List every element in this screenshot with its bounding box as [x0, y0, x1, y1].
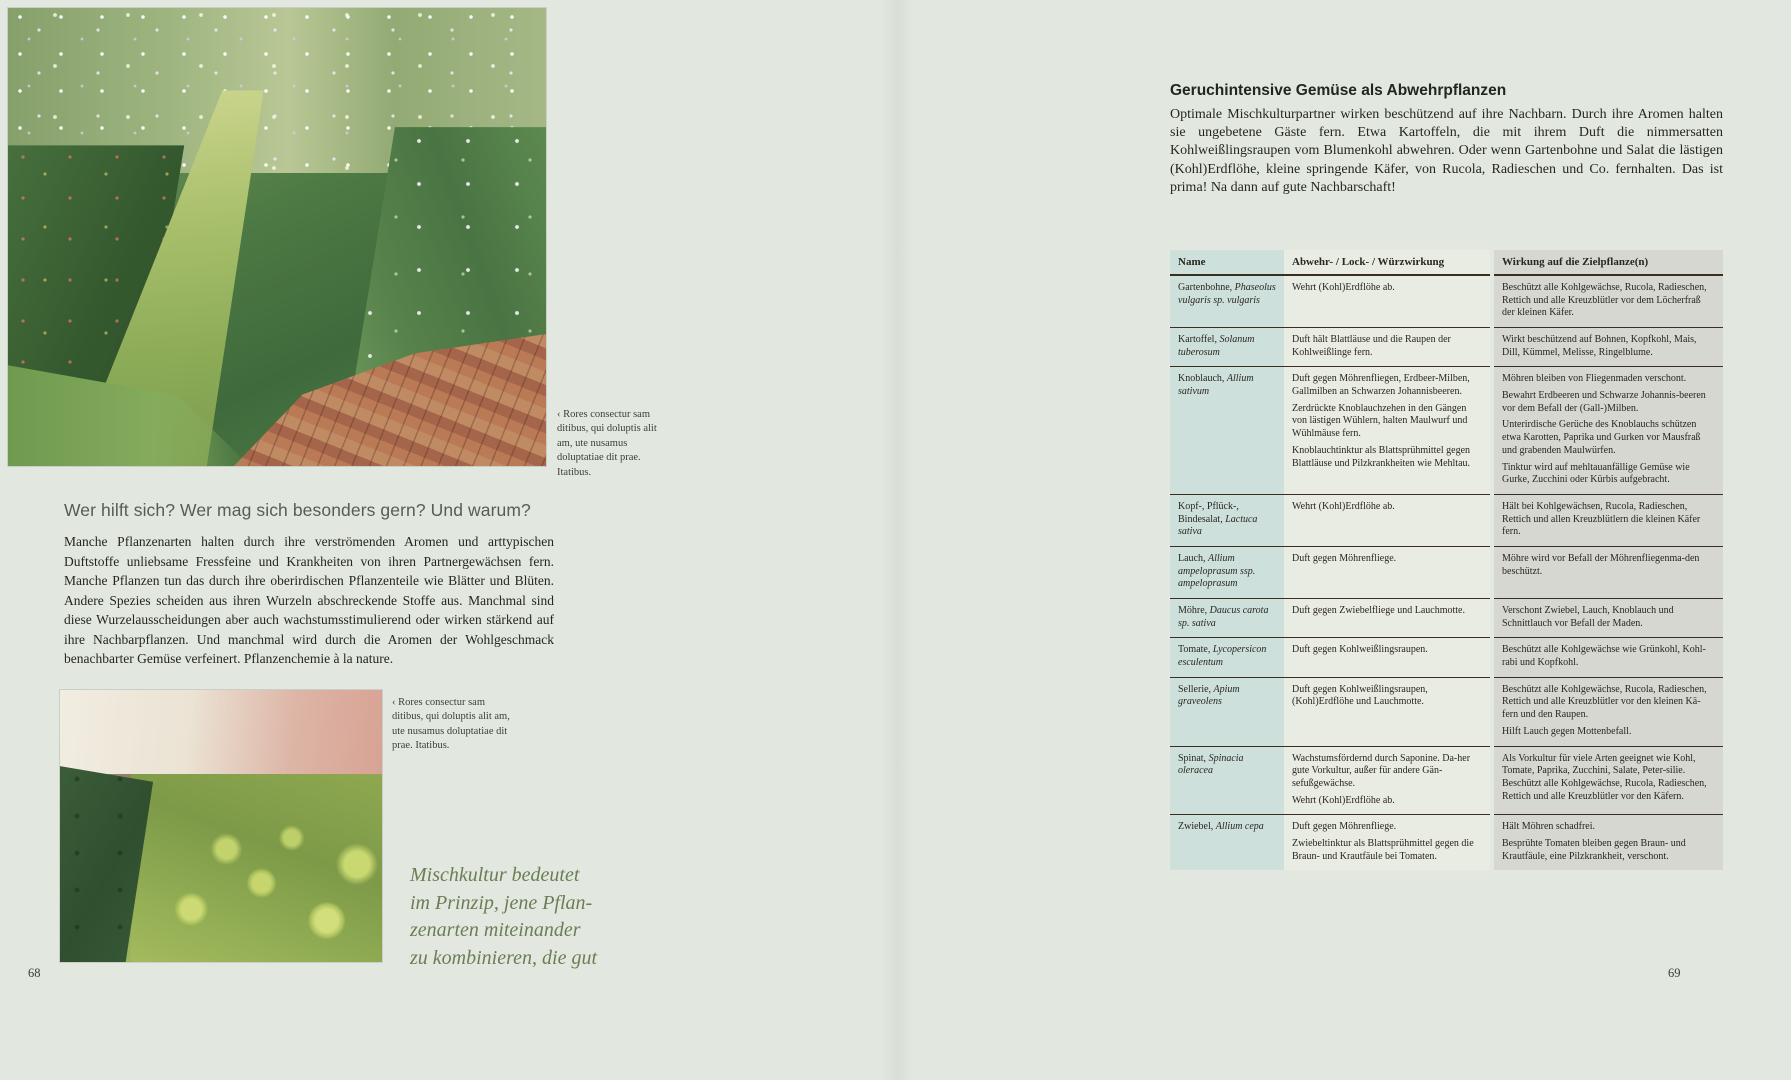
plant-latin-name: Spinacia oleracea [1178, 752, 1244, 777]
effect-paragraph: Duft gegen Kohlweißlingsraupen, (Kohl)Erdflöhe und Lauchmotte. [1292, 683, 1428, 708]
effect-cell [1284, 599, 1492, 638]
plant-name-cell [1170, 599, 1284, 638]
target-effect-cell [1492, 275, 1723, 328]
target-paragraph: Besprühte Tomaten bleiben gegen Braun- und Krautfäule, eine Pilzkrankheit, verschont. [1502, 837, 1686, 862]
effect-paragraph: Knoblauchtinktur als Blattsprühmittel gegen Blattläuse und Pilzkrankheiten wie Mehltau. [1292, 444, 1471, 469]
effect-cell [1284, 638, 1492, 677]
target-paragraph: Möhre wird vor Befall der Möhrenfliegenma-den beschützt. [1502, 552, 1700, 577]
target-effect-cell [1492, 746, 1723, 815]
page-spine-shadow [880, 0, 914, 1080]
effect-paragraph: Duft gegen Zwiebelfliege und Lauchmotte. [1292, 605, 1465, 617]
target-effect-cell [1492, 815, 1723, 871]
effect-paragraph: Zerdrückte Knoblauchzehen in den Gängen von lästigen Wühlern, halten Maulwurf und Wühlmäuse fern. [1292, 402, 1468, 440]
target-effect-cell [1492, 677, 1723, 746]
effect-cell [1284, 546, 1492, 598]
plant-latin-name: Phaseolus vulgaris sp. vulgaris [1178, 281, 1276, 306]
target-paragraph: Beschützt alle Kohlgewächse, Rucola, Radieschen, Rettich und alle Kreuzblütler vor den kleinen Kä-fern und den Raupen. [1502, 683, 1707, 721]
table-section-heading: Geruchintensive Gemüse als Abwehrpflanzen [1170, 82, 1507, 99]
effect-cell [1284, 746, 1492, 815]
effect-cell [1284, 677, 1492, 746]
plant-latin-name: Allium ampeloprasum ssp. ampeloprasum [1178, 552, 1256, 590]
plant-latin-name: Daucus carota sp. sativa [1178, 605, 1269, 629]
plant-name-cell [1170, 328, 1284, 367]
effect-cell [1284, 275, 1492, 328]
plant-common-name: Spinat, [1178, 752, 1209, 764]
target-effect-cell [1492, 494, 1723, 546]
table-row [1170, 367, 1723, 495]
effect-paragraph: Duft gegen Kohlweißlingsraupen. [1292, 644, 1428, 656]
companion-table-body [1170, 275, 1723, 870]
target-paragraph: Bewahrt Erdbeeren und Schwarze Johannis-beeren vor dem Befall der (Gall-)Milben. [1502, 390, 1706, 414]
target-effect-cell [1492, 328, 1723, 367]
effect-paragraph: Wehrt (Kohl)Erdflöhe ab. [1292, 794, 1395, 806]
target-effect-cell [1492, 546, 1723, 598]
table-row [1170, 746, 1723, 815]
effect-paragraph: Wachstumsfördernd durch Saponine. Da-her gute Vorkultur, außer für andere Gän-sefußgewächse. [1292, 752, 1471, 789]
effect-paragraph: Duft gegen Möhrenfliege. [1292, 821, 1397, 833]
target-paragraph: Hält bei Kohlgewächsen, Rucola, Radieschen, Rettich und allen Kreuzblütlern die kleinen Käfer fern. [1502, 500, 1701, 538]
target-paragraph: Als Vorkultur für viele Arten geeignet wie Kohl, Tomate, Paprika, Zucchini, Salate, Peter-silie. Beschützt alle Kohlgewächse, Rucola, Radieschen, Rettich und alle Kreuzblütler vor den Käfern. [1502, 752, 1707, 802]
pull-quote [410, 862, 630, 972]
effect-paragraph: Wehrt (Kohl)Erdflöhe ab. [1292, 500, 1395, 512]
garden-path-photo [8, 8, 546, 466]
plant-name-cell [1170, 815, 1284, 871]
col-header-name: Name [1170, 250, 1284, 275]
plant-name-cell [1170, 677, 1284, 746]
pull-quote-line: zenarten miteinander [410, 919, 581, 942]
plant-name-cell [1170, 746, 1284, 815]
page-number-right: 69 [1668, 966, 1681, 980]
plant-name-cell [1170, 367, 1284, 495]
target-effect-cell [1492, 638, 1723, 677]
target-paragraph: Unterirdische Gerüche des Knoblauchs schützen etwa Karotten, Paprika und Gurken vor Mausfraß und grabenden Maulwürfen. [1502, 419, 1701, 456]
plant-common-name: Kopf-, Pflück-, Bindesalat, [1178, 500, 1239, 525]
target-paragraph: Möhren bleiben von Fliegenmaden verschont. [1502, 373, 1687, 385]
plant-name-cell [1170, 546, 1284, 598]
target-paragraph: Verschont Zwiebel, Lauch, Knoblauch und Schnittlauch vor Befall der Maden. [1502, 605, 1674, 629]
table-row [1170, 494, 1723, 546]
target-paragraph: Wirkt beschützend auf Bohnen, Kopfkohl, Mais, Dill, Kümmel, Melisse, Ringelblume. [1502, 334, 1697, 358]
plant-latin-name: Lactuca sativa [1178, 513, 1258, 538]
plant-common-name: Sellerie, [1178, 683, 1214, 695]
pull-quote-line: im Prinzip, jene Pflan- [410, 891, 593, 914]
target-paragraph: Tinktur wird auf mehltauanfällige Gemüse wie Gurke, Zucchini oder Kürbis aufgebracht. [1502, 461, 1690, 486]
target-paragraph: Beschützt alle Kohlgewächse, Rucola, Radieschen, Rettich und alle Kreuzblütler vor dem Löcherfraß der kleinen Käfer. [1502, 281, 1707, 319]
photo-caption-top: ‹ Rores consectur sam ditibus, qui doluptis alit am, ute nusamus doluptatiae dit prae. Itatibus. [557, 409, 657, 478]
plant-latin-name: Apium graveolens [1178, 683, 1240, 708]
plant-common-name: Tomate, [1178, 644, 1213, 656]
target-effect-cell [1492, 367, 1723, 495]
target-paragraph: Beschützt alle Kohlgewächse wie Grünkohl, Kohl-rabi und Kopfkohl. [1502, 644, 1706, 669]
effect-paragraph: Duft hält Blattläuse und die Raupen der Kohlweißlinge fern. [1292, 334, 1451, 358]
plant-common-name: Zwiebel, [1178, 821, 1216, 833]
pull-quote-line: zu kombinieren, die gut [410, 946, 598, 969]
body-paragraph: Manche Pflanzenarten halten durch ihre verströmenden Aromen und arttypischen Duftstoffe unliebsame Fressfeine und Krankheiten von ihren Partnergewächsen fern. Manche Pflanzen tun das durch ihre oberirdischen Pflanzenteile wie Blätter und Blüten. Andere Spezies scheiden aus ihren Wurzeln abschreckende Stoffe aus. Manchmal sind diese Wurzelausscheidungen aber auch wachstumsstimulierend oder wirken stärkend auf ihre Nachbarpflanzen. Und manchmal wird durch die Aromen der Wohlgeschmack benachbarter Gemüse verfeinert. Pflanzenchemie à la nature. [64, 534, 554, 667]
section-heading: Wer hilft sich? Wer mag sich besonders gern? Und warum? [64, 500, 531, 520]
table-row [1170, 815, 1723, 871]
photo-layer-wall [60, 690, 382, 778]
companion-plants-table [1170, 250, 1723, 870]
plant-common-name: Gartenbohne, [1178, 281, 1235, 293]
table-row [1170, 638, 1723, 677]
table-row [1170, 328, 1723, 367]
table-header [1170, 250, 1723, 275]
plant-latin-name: Allium sativum [1178, 373, 1254, 398]
table-row [1170, 275, 1723, 328]
page-number-left: 68 [28, 966, 41, 980]
effect-paragraph: Duft gegen Möhrenfliegen, Erdbeer-Milben, Gallmilben an Schwarzen Johannisbeeren. [1292, 373, 1470, 398]
plant-common-name: Möhre, [1178, 605, 1210, 617]
plant-name-cell [1170, 275, 1284, 328]
effect-paragraph: Wehrt (Kohl)Erdflöhe ab. [1292, 281, 1395, 293]
vegetable-bed-photo [60, 690, 382, 962]
plant-latin-name: Solanum tuberosum [1178, 334, 1255, 358]
target-effect-cell [1492, 599, 1723, 638]
photo-caption-bottom: ‹ Rores consectur sam ditibus, qui doluptis alit am, ute nusamus doluptatiae dit prae. Itatibus. [392, 697, 510, 752]
effect-cell [1284, 494, 1492, 546]
effect-paragraph: Duft gegen Möhrenfliege. [1292, 552, 1397, 564]
effect-cell [1284, 815, 1492, 871]
plant-common-name: Lauch, [1178, 552, 1208, 564]
pull-quote-line: Mischkultur bedeutet [410, 864, 580, 886]
effect-paragraph: Zwiebeltinktur als Blattsprühmittel gegen die Braun- und Krautfäule bei Tomaten. [1292, 837, 1474, 862]
photo-layer-lettuce [131, 774, 382, 962]
effect-cell [1284, 367, 1492, 495]
table-header-row [1170, 250, 1723, 275]
table-row [1170, 546, 1723, 598]
effect-cell [1284, 328, 1492, 367]
target-paragraph: Hilft Lauch gegen Mottenbefall. [1502, 725, 1632, 737]
plant-name-cell [1170, 494, 1284, 546]
plant-latin-name: Lycopersicon esculentum [1178, 644, 1267, 669]
plant-name-cell [1170, 638, 1284, 677]
table-row [1170, 677, 1723, 746]
col-header-target: Wirkung auf die Zielpflanze(n) [1492, 250, 1723, 275]
col-header-effect: Abwehr- / Lock- / Würzwirkung [1284, 250, 1492, 275]
plant-latin-name: Allium cepa [1215, 821, 1264, 833]
plant-common-name: Knoblauch, [1178, 373, 1227, 385]
intro-paragraph: Optimale Mischkulturpartner wirken beschützend auf ihre Nachbarn. Durch ihre Aromen halten sie ungebetene Gäste fern. Etwa Kartoffeln, die mit ihrem Duft die nimmersatten Kohlweißlingsraupen vom Blumenkohl abwehren. Oder wenn Gartenbohne und Salat die lästigen (Kohl)Erdflöhe, kleine springende Käfer, von Rucola, Radieschen und Co. fernhalten. Das ist prima! Na dann auf gute Nachbarschaft! [1170, 107, 1723, 195]
target-paragraph: Hält Möhren schadfrei. [1502, 821, 1596, 833]
plant-common-name: Kartoffel, [1178, 334, 1220, 346]
table-row [1170, 599, 1723, 638]
